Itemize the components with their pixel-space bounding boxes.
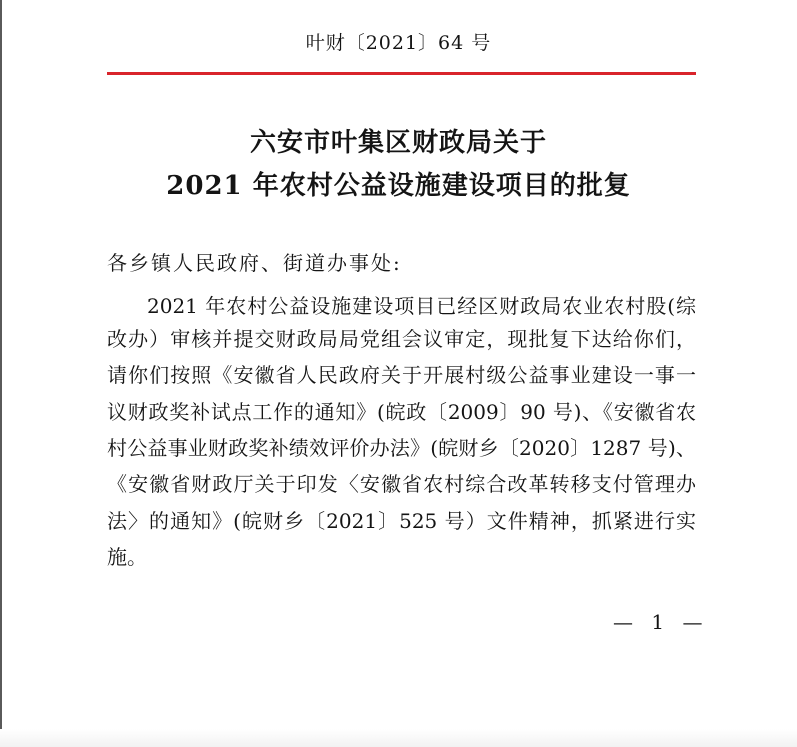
body-line-7: 法〉的通知》(皖财乡〔2021〕525 号）文件精神，抓紧进行实 (107, 509, 696, 533)
body-line-6: 《安徽省财政厅关于印发〈安徽省农村综合改革转移支付管理办 (107, 472, 696, 496)
body-line-4: 议财政奖补试点工作的通知》(皖政〔2009〕90 号)、《安徽省农 (107, 400, 696, 424)
page-left-border (0, 0, 2, 747)
red-separator-line (107, 72, 696, 75)
title-line-1: 六安市叶集区财政局关于 (249, 128, 547, 158)
body-line-8: 施。 (107, 545, 147, 569)
body-line-3: 请你们按照《安徽省人民政府关于开展村级公益事业建设一事一 (107, 363, 696, 387)
page-number: — 1 — (613, 610, 709, 634)
body-line-5: 村公益事业财政奖补绩效评价办法》(皖财乡〔2020〕1287 号)、 (107, 436, 696, 460)
title-line-2: 2021 年农村公益设施建设项目的批复 (166, 171, 631, 201)
page-bottom-edge (0, 729, 797, 747)
salutation: 各乡镇人民政府、街道办事处: (107, 251, 402, 275)
body-line-1: 2021 年农村公益设施建设项目已经区财政局农业农村股(综 (147, 294, 696, 318)
document-number: 叶财〔2021〕64 号 (305, 32, 492, 54)
body-line-2: 改办）审核并提交财政局局党组会议审定，现批复下达给你们， (107, 327, 696, 351)
